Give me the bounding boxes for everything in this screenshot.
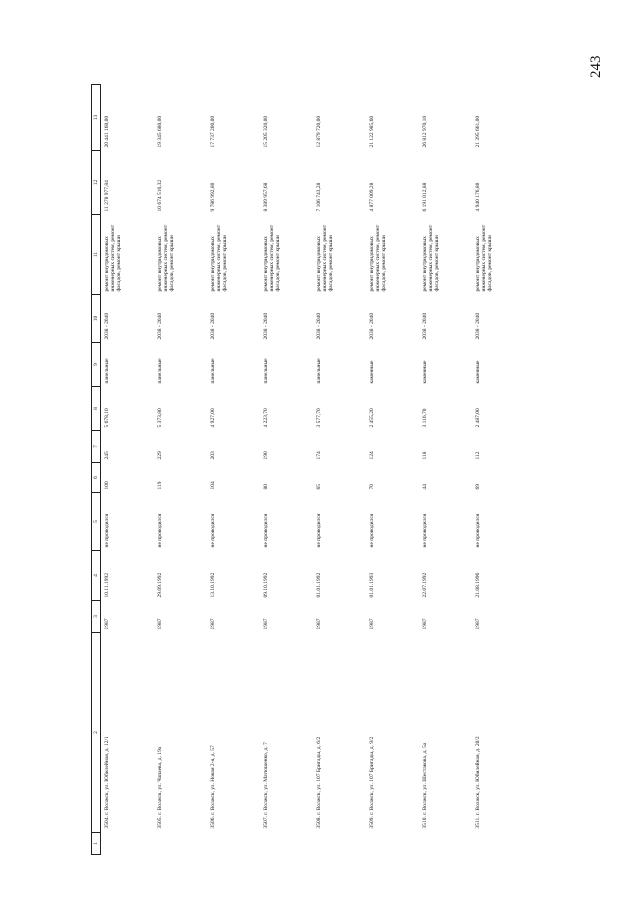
table-row (313, 85, 366, 855)
cell-c2: 3506. г. Волжск, ул. Новая 2-я, д. 57 (210, 745, 216, 829)
cell-c4: 01.01.1992 (316, 572, 322, 598)
cell-c12: 9 786 992,80 (210, 182, 216, 212)
column-number-header (92, 85, 101, 855)
cell-c10: 2038 - 2040 (210, 312, 216, 340)
cell-c7: 112 (475, 451, 481, 460)
cell-c11: ремонт внутридомовых инженерных систем, ремонт фасадов, ремонт крыши (475, 224, 494, 292)
cell-c8: 4 223,70 (263, 408, 269, 428)
cell-c9: панельные (157, 358, 163, 384)
cell-c1 (101, 833, 155, 855)
cell-c11: ремонт внутридомовых инженерных систем, ремонт фасадов, ремонт крыши (316, 224, 335, 292)
capital-repair-table (91, 85, 516, 855)
cell-c9: каменные (422, 360, 428, 384)
cell-c4: 10.11.1992 (104, 572, 110, 598)
cell-c12: 7 106 743,28 (316, 182, 322, 212)
col-header: 10 (92, 295, 101, 343)
cell-c3: 1987 (369, 618, 375, 630)
cell-c2: 3504. г. Волжск, ул. Юбилейная, д. 12/1 (104, 736, 110, 829)
cell-c12: 8 389 957,68 (263, 182, 269, 212)
col-header: 4 (92, 551, 101, 601)
cell-c13: 21 395 661,00 (475, 115, 481, 148)
cell-c2: 3511. г. Волжск, ул. Юбилейная, д. 20/2 (475, 736, 481, 829)
cell-c1 (313, 833, 366, 855)
cell-c4: 01.01.1993 (369, 572, 375, 598)
col-header: 6 (92, 463, 101, 493)
cell-c1 (154, 833, 207, 855)
cell-c13: 26 812 970,10 (422, 115, 428, 148)
cell-c5: не проводился (475, 513, 481, 548)
cell-c2: 3507. г. Волжск, ул. Матюшенко, д. 7 (263, 742, 269, 829)
cell-c4: 22.07.1992 (422, 572, 428, 598)
col-header: 2 (92, 633, 101, 833)
cell-c4: 29.09.1992 (157, 572, 163, 598)
cell-c5: не проводился (104, 513, 110, 548)
cell-c3: 1987 (157, 618, 163, 630)
cell-c12: 11 278 977,84 (104, 180, 110, 212)
col-header: 7 (92, 431, 101, 463)
cell-c8: 5 678,10 (104, 408, 110, 428)
cell-c5: не проводился (263, 513, 269, 548)
cell-c9: панельные (210, 358, 216, 384)
cell-c8: 3 577,70 (316, 408, 322, 428)
col-header: 5 (92, 493, 101, 551)
cell-c9: каменные (475, 360, 481, 384)
cell-c2: 3510. г. Волжск, ул. Шестакова, д. 5а (422, 742, 428, 829)
cell-c10: 2038 - 2040 (104, 312, 110, 340)
cell-c7: 174 (316, 451, 322, 460)
cell-c4: 09.10.1992 (263, 572, 269, 598)
col-header: 12 (92, 151, 101, 215)
cell-c3: 1987 (422, 618, 428, 630)
cell-c6: 44 (422, 484, 428, 490)
cell-c5: не проводился (210, 513, 216, 548)
cell-c2: 3508. г. Волжск, ул. 107 Бригады, д. 6/2 (316, 736, 322, 829)
table-row (366, 85, 419, 855)
cell-c10: 2038 - 2040 (316, 312, 322, 340)
cell-c8: 2 455,20 (369, 408, 375, 428)
cell-c3: 1987 (475, 618, 481, 630)
table-row (154, 85, 207, 855)
cell-c11: ремонт внутридомовых инженерных систем, ремонт фасадов, ремонт крыши (104, 224, 123, 292)
col-header: 3 (92, 601, 101, 633)
cell-c7: 190 (263, 451, 269, 460)
cell-c6: 100 (104, 481, 110, 490)
cell-c3: 1987 (210, 618, 216, 630)
cell-c7: 203 (210, 451, 216, 460)
cell-c5: не проводился (369, 513, 375, 548)
cell-c3: 1987 (316, 618, 322, 630)
cell-c2: 3509. г. Волжск, ул. 107 Бригады, д. 9/2 (369, 736, 375, 829)
cell-c7: 245 (104, 451, 110, 460)
cell-c9: панельные (316, 358, 322, 384)
cell-c1 (419, 833, 472, 855)
cell-c11: ремонт внутридомовых инженерных систем, ремонт фасадов, ремонт крыши (210, 224, 229, 292)
cell-c7: 229 (157, 451, 163, 460)
cell-c6: 69 (475, 484, 481, 490)
cell-c6: 119 (157, 481, 163, 490)
cell-c1 (260, 833, 313, 855)
cell-c5: не проводился (422, 513, 428, 548)
cell-c9: панельные (263, 358, 269, 384)
cell-c1 (207, 833, 260, 855)
table-row (207, 85, 260, 855)
cell-c8: 4 927,00 (210, 408, 216, 428)
page-number: 243 (588, 55, 604, 78)
cell-c5: не проводился (316, 513, 322, 548)
cell-c10: 2038 - 2040 (369, 312, 375, 340)
cell-c2: 3505. г. Волжск, ул. Чапаева, д. 19а (157, 746, 163, 829)
cell-c9: каменные (369, 360, 375, 384)
cell-c13: 17 737 200,00 (210, 115, 216, 148)
cell-c12: 10 674 516,32 (157, 179, 163, 212)
table-row (260, 85, 313, 855)
cell-c13: 21 122 985,60 (369, 115, 375, 148)
cell-c12: 4 940 176,80 (475, 182, 481, 212)
cell-c10: 2038 - 2040 (263, 312, 269, 340)
col-header: 1 (92, 833, 101, 855)
cell-c6: 70 (369, 484, 375, 490)
cell-c6: 65 (316, 484, 322, 490)
cell-c7: 118 (422, 451, 428, 460)
cell-c11: ремонт внутридомовых инженерных систем, ремонт фасадов, ремонт крыши (263, 224, 282, 292)
cell-c4: 21.08.1996 (475, 572, 481, 598)
cell-c8: 5 373,80 (157, 408, 163, 428)
col-header: 9 (92, 343, 101, 387)
cell-c3: 1987 (104, 618, 110, 630)
cell-c1 (366, 833, 419, 855)
cell-c6: 104 (210, 481, 216, 490)
cell-c11: ремонт внутридомовых инженерных систем, ремонт фасадов, ремонт крыши (422, 224, 441, 292)
cell-c10: 2038 - 2040 (422, 312, 428, 340)
cell-c7: 124 (369, 451, 375, 460)
cell-c4: 13.10.1992 (210, 572, 216, 598)
cell-c10: 2038 - 2040 (475, 312, 481, 340)
cell-c11: ремонт внутридомовых инженерных систем, ремонт фасадов, ремонт крыши (157, 224, 176, 292)
cell-c13: 20 441 160,00 (104, 115, 110, 148)
col-header: 13 (92, 85, 101, 151)
col-header: 8 (92, 387, 101, 431)
cell-c13: 12 879 720,00 (316, 115, 322, 148)
cell-c8: 2 487,00 (475, 408, 481, 428)
cell-c13: 19 345 680,00 (157, 115, 163, 148)
cell-c8: 3 116,70 (422, 408, 428, 428)
cell-c9: панельные (104, 358, 110, 384)
cell-c13: 15 205 320,00 (263, 115, 269, 148)
cell-c6: 80 (263, 484, 269, 490)
cell-c12: 4 877 009,28 (369, 182, 375, 212)
cell-c5: не проводился (157, 513, 163, 548)
table-row (472, 85, 525, 855)
col-header: 11 (92, 215, 101, 295)
cell-c12: 6 191 012,88 (422, 182, 428, 212)
cell-c3: 1987 (263, 618, 269, 630)
table-row (419, 85, 472, 855)
table-row (101, 85, 155, 855)
cell-c11: ремонт внутридомовых инженерных систем, ремонт фасадов, ремонт крыши (369, 224, 388, 292)
cell-c1 (472, 833, 525, 855)
cell-c10: 2038 - 2040 (157, 312, 163, 340)
